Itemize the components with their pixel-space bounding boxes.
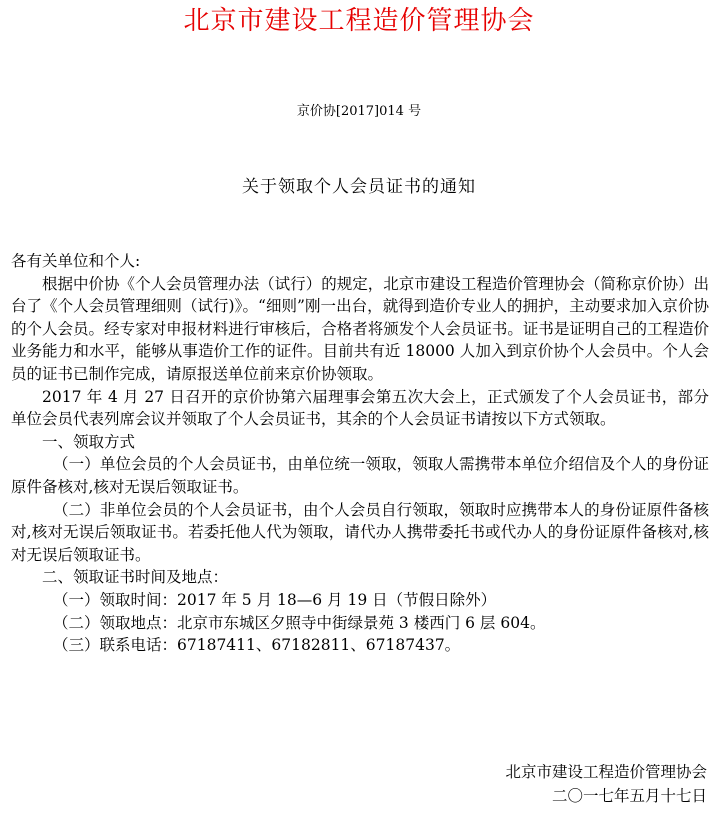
document-body xyxy=(11,250,709,657)
body-paragraph-2: 2017 年 4 月 27 日召开的京价协第六届理事会第五次大会上，正式颁发了个人会员证书，部分单位会员代表列席会议并领取了个人会员证书，其余的个人会员证书请按以下方式领取。 xyxy=(11,387,709,429)
section-2-item-time: （一）领取时间：2017 年 5 月 18—6 月 19 日（节假日除外） xyxy=(53,590,497,609)
document-title: 关于领取个人会员证书的通知 xyxy=(242,177,476,197)
section-2-heading: 二、领取证书时间及地点： xyxy=(42,568,229,587)
section-1-item-1: （一）单位会员的个人会员证书，由单位统一领取，领取人需携带本单位介绍信及个人的身份证原件备核对,核对无误后领取证书。 xyxy=(11,455,709,496)
signature-date: 二〇一七年五月十七日 xyxy=(551,787,707,805)
signature-block xyxy=(505,760,707,808)
section-1-item-2: （二）非单位会员的个人会员证书，由个人会员自行领取，领取时应携带本人的身份证原件备核对,核对无误后领取证书。若委托他人代为领取，请代办人携带委托书或代办人的身份证原件备核对,核对无误后领取证书。 xyxy=(11,500,709,564)
salutation: 各有关单位和个人: xyxy=(11,252,141,270)
org-masthead: 北京市建设工程造价管理协会 xyxy=(183,6,535,36)
section-1-heading: 一、领取方式 xyxy=(42,432,136,451)
body-paragraph-1: 根据中价协《个人会员管理办法（试行）的规定，北京市建设工程造价管理协会（简称京价协）出台了《个人会员管理细则（试行)》。“细则”刚一出台，就得到造价专业人的拥护，主动要求加入京价协的个人会员。经专家对申报材料进行审核后，合格者将颁发个人会员证书。证书是证明自己的工程造价业务能力和水平，能够从事造价工作的证件。目前共有近 18000 人加入到京价协个人会员中。个人会员的证书已制作完成，请原报送单位前来京价协领取。 xyxy=(11,274,709,383)
signature-org: 北京市建设工程造价管理协会 xyxy=(505,763,707,781)
document-number: 京价协[2017]014 号 xyxy=(296,104,422,119)
section-2-item-phone: （三）联系电话：67187411、67182811、67187437。 xyxy=(53,636,461,655)
section-2-item-location: （二）领取地点：北京市东城区夕照寺中街绿景苑 3 楼西门 6 层 604。 xyxy=(53,613,546,632)
